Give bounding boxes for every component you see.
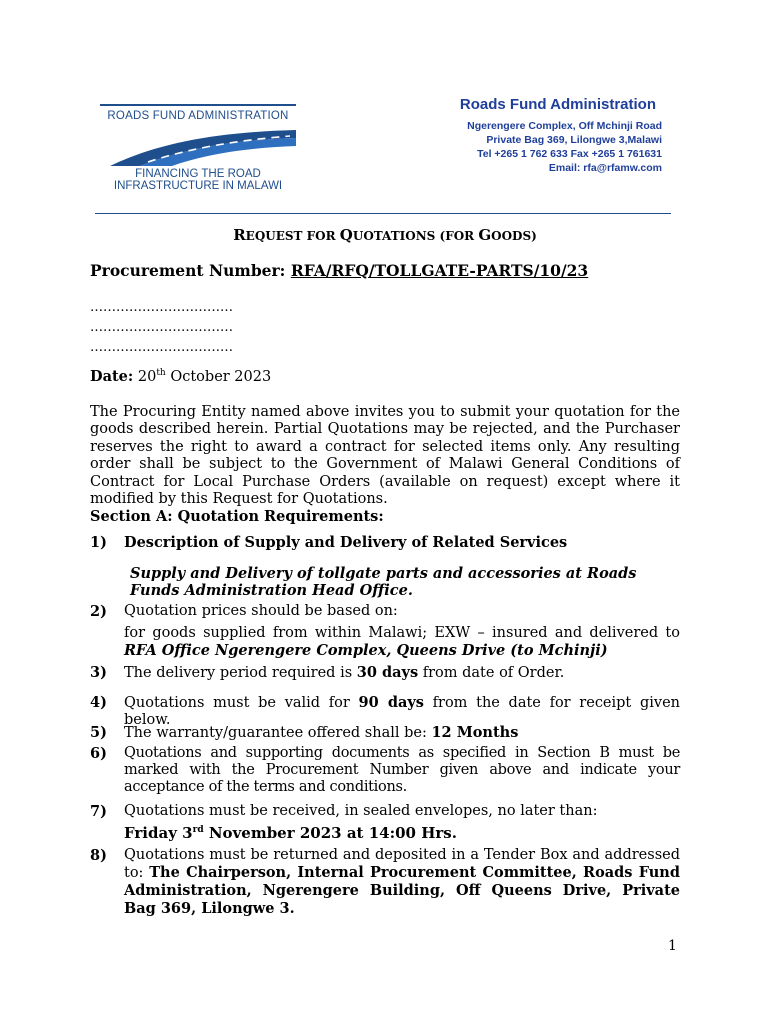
item-8-address: The Chairperson, Internal Procurement Committee, Roads Fund Administration, Ngerengere Building, Off Queens Drive, Private Bag 369, Lilongwe 3.: [124, 864, 680, 917]
logo-tagline-2: INFRASTRUCTURE IN MALAWI: [113, 180, 283, 192]
rfa-logo: [100, 104, 300, 194]
item-7-body: [124, 803, 680, 842]
title-cap-q: Q: [339, 226, 353, 244]
deadline-day: Friday 3: [124, 824, 193, 842]
date-suffix: th: [156, 368, 166, 378]
document-date: [90, 368, 680, 386]
title-part-3: FOR: [445, 229, 479, 243]
item-7-deadline: [124, 825, 680, 842]
item-number: 4): [90, 694, 107, 711]
date-label: Date:: [90, 368, 134, 385]
title-part-1: EQUEST FOR: [245, 229, 340, 243]
item-3-tail: from date of Order.: [418, 665, 565, 681]
item-2-sub-text: for goods supplied from within Malawi; EXW – insured and delivered to: [124, 625, 680, 641]
item-4-tail: from the date for receipt given below.: [124, 695, 680, 728]
item-number: 3): [90, 664, 107, 681]
item-8-text: Quotations must be returned and deposited in a Tender Box and addressed to:: [124, 847, 680, 881]
logo-tagline-1: FINANCING THE ROAD: [135, 168, 261, 180]
item-1-detail: Supply and Delivery of tollgate parts and accessories at Roads Funds Administration Head Office.: [130, 565, 637, 599]
item-1-body: [124, 534, 680, 599]
placeholder-line: ……………………………: [90, 320, 233, 335]
item-2-sub: [124, 625, 680, 660]
item-number: 1): [90, 534, 107, 551]
item-5-body: [124, 724, 680, 742]
item-1-heading: Description of Supply and Delivery of Related Services: [124, 534, 568, 551]
item-number: 6): [90, 745, 107, 762]
placeholder-line: ……………………………: [90, 300, 233, 315]
item-2-body: [124, 603, 680, 660]
title-part-4: OODS): [491, 229, 537, 243]
letterhead-name: Roads Fund Administration: [459, 96, 656, 113]
date-day: 20: [137, 369, 157, 385]
item-5-warranty: 12 Months: [431, 724, 519, 741]
item-number: 7): [90, 803, 107, 820]
section-a-heading: Section A: Quotation Requirements:: [90, 508, 384, 525]
title-part-2: UOTATIONS (: [352, 229, 446, 243]
page-number: 1: [668, 938, 677, 954]
placeholder-line: ……………………………: [90, 340, 233, 355]
letterhead-phone: Tel +265 1 762 633 Fax +265 1 761631: [477, 148, 662, 160]
item-3-days: 30 days: [356, 664, 419, 681]
letterhead-email: Email: rfa@rfamw.com: [548, 162, 662, 174]
procurement-value: RFA/RFQ/TOLLGATE-PARTS/10/23: [290, 261, 589, 280]
deadline-rest: November 2023 at 14:00 Hrs.: [203, 824, 457, 842]
item-3-body: [124, 664, 680, 682]
item-number: 5): [90, 724, 107, 741]
title-cap-g: G: [478, 226, 492, 244]
item-number: 2): [90, 603, 107, 620]
letterhead: [460, 96, 662, 175]
item-4-days: 90 days: [358, 694, 424, 711]
date-month-year: October 2023: [170, 369, 272, 385]
intro-paragraph: The Procuring Entity named above invites you to submit your quotation for the goods described herein. Partial Quotations may be rejected, and the Purchaser reserves the right to award a contract for selected items only. Any resulting order shall be subject to the Government of Malawi General Conditions of Contract for Local Purchase Orders (available on request) except where it modified by this Request for Quotations.: [90, 404, 680, 508]
item-6-text: Quotations and supporting documents as specified in Section B must be marked with the Procurement Number given above and indicate your acceptance of the terms and conditions.: [124, 745, 680, 795]
procurement-label: Procurement Number:: [90, 261, 291, 280]
procurement-number: [90, 262, 680, 280]
title-cap-r: R: [233, 226, 246, 244]
deadline-suffix: rd: [192, 825, 204, 835]
item-number: 8): [90, 847, 107, 864]
item-3-text: The delivery period required is: [124, 665, 357, 681]
header-divider: [95, 213, 671, 214]
document-title: [0, 226, 770, 244]
item-8-body: [124, 847, 680, 918]
logo-org-name: ROADS FUND ADMINISTRATION: [107, 110, 289, 122]
letterhead-address-1: Ngerengere Complex, Off Mchinji Road: [467, 120, 662, 132]
recipient-placeholder: [90, 298, 680, 358]
item-4-text: Quotations must be valid for: [124, 695, 359, 711]
logo-top-line: [100, 104, 296, 106]
item-2-sub-location: RFA Office Ngerengere Complex, Queens Drive (to Mchinji): [124, 642, 608, 659]
item-7-text: Quotations must be received, in sealed envelopes, no later than:: [124, 803, 598, 819]
item-2-text: Quotation prices should be based on:: [124, 603, 398, 619]
road-graphic-icon: [100, 124, 296, 168]
letterhead-address-2: Private Bag 369, Lilongwe 3,Malawi: [486, 134, 662, 146]
item-5-text: The warranty/guarantee offered shall be:: [124, 725, 432, 741]
